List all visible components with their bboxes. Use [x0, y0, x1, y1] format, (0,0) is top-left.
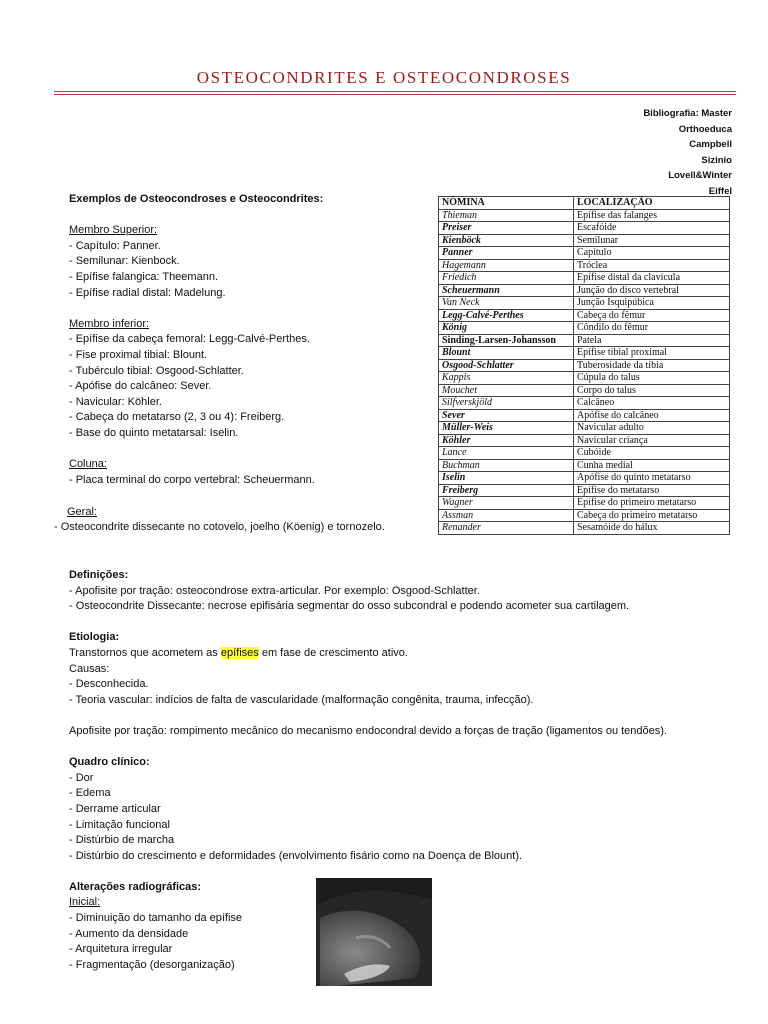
- eponym-cell: Thieman: [439, 209, 574, 222]
- location-cell: Tróclea: [574, 259, 730, 272]
- table-row: [439, 334, 730, 347]
- table-row: [439, 284, 730, 297]
- eponym-cell: Iselin: [439, 472, 574, 485]
- location-cell: Cunha medial: [574, 459, 730, 472]
- location-cell: Patela: [574, 334, 730, 347]
- etiology-text-after: em fase de crescimento ativo.: [258, 646, 408, 659]
- eponym-cell: Scheuermann: [439, 284, 574, 297]
- list-item: - Distúrbio de marcha: [69, 834, 175, 847]
- general-heading: Geral:: [67, 506, 97, 518]
- list-item: - Diminuição do tamanho da epífise: [69, 912, 243, 925]
- list-item: - Fise proximal tibial: Blount.: [69, 348, 208, 361]
- table-row: [439, 259, 730, 272]
- table-body: [439, 209, 730, 534]
- list-item: - Base do quinto metatarsal: Iselin.: [69, 426, 239, 439]
- list-item: - Apofisite por tração: osteocondrose extra-articular. Por exemplo: Osgood-Schlatter.: [69, 584, 480, 597]
- list-item: - Dor: [69, 771, 94, 784]
- location-cell: Escafóide: [574, 222, 730, 235]
- table-row: [439, 209, 730, 222]
- eponym-cell: Silfverskjöld: [439, 397, 574, 410]
- list-item: - Apófise do calcâneo: Sever.: [69, 380, 212, 393]
- location-cell: Capítulo: [574, 247, 730, 260]
- eponym-cell: Freiberg: [439, 484, 574, 497]
- table-row: [439, 384, 730, 397]
- bibliography: [643, 106, 732, 200]
- eponym-cell: Buchman: [439, 459, 574, 472]
- table-header-row: [439, 197, 730, 210]
- radiographic-subheading: Inicial:: [69, 896, 101, 909]
- eponym-cell: Köhler: [439, 434, 574, 447]
- list-item: - Desconhecida.: [69, 678, 149, 691]
- eponym-cell: Sever: [439, 409, 574, 422]
- list-item: - Navicular: Köhler.: [69, 395, 162, 408]
- list-item: - Distúrbio do crescimento e deformidades (envolvimento fisário como na Doença de Blount).: [69, 849, 523, 862]
- location-cell: Cúpula do talus: [574, 372, 730, 385]
- bibliography-line: Bibliografia: Master: [643, 108, 732, 119]
- table-row: [439, 297, 730, 310]
- list-item: - Epífise da cabeça femoral: Legg-Calvé-Perthes.: [69, 333, 310, 346]
- eponym-cell: Wagner: [439, 497, 574, 510]
- highlighted-word: epífises: [220, 646, 259, 659]
- table-row: [439, 359, 730, 372]
- title-rule-bottom: [54, 94, 736, 95]
- examples-section: [69, 192, 323, 488]
- list-item: - Epífise falangica: Theemann.: [69, 270, 218, 283]
- eponym-cell: König: [439, 322, 574, 335]
- bibliography-line: Campbell: [689, 139, 732, 151]
- table-header-cell: NÔMINA: [439, 197, 574, 210]
- list-item: - Aumento da densidade: [69, 927, 189, 940]
- location-cell: Cabeça do primeiro metatarso: [574, 509, 730, 522]
- location-cell: Epífise distal da clavícula: [574, 272, 730, 285]
- eponym-cell: Friedich: [439, 272, 574, 285]
- table-row: [439, 322, 730, 335]
- table-row: [439, 472, 730, 485]
- table-row: [439, 422, 730, 435]
- etiology-line: [69, 646, 667, 662]
- table-row: [439, 309, 730, 322]
- spine-heading: Coluna:: [69, 458, 107, 471]
- general-text: - Osteocondrite dissecante no cotovelo, joelho (Köenig) e tornozelo.: [54, 521, 385, 533]
- table-row: [439, 484, 730, 497]
- table-row: [439, 509, 730, 522]
- location-cell: Semilunar: [574, 234, 730, 247]
- eponym-cell: Lance: [439, 447, 574, 460]
- table-row: [439, 434, 730, 447]
- location-cell: Navicular criança: [574, 434, 730, 447]
- list-item: - Limitação funcional: [69, 818, 170, 831]
- list-item: - Epífise radial distal: Madelung.: [69, 286, 226, 299]
- eponym-cell: Kappis: [439, 372, 574, 385]
- table-row: [439, 234, 730, 247]
- lower-limb-heading: Membro inferior:: [69, 317, 150, 330]
- etiology-heading: Etiologia:: [69, 631, 120, 644]
- location-cell: Cubóide: [574, 447, 730, 460]
- eponym-cell: Legg-Calvé-Perthes: [439, 309, 574, 322]
- table-row: [439, 447, 730, 460]
- list-item: - Cabeça do metatarso (2, 3 ou 4): Freiberg.: [69, 411, 285, 424]
- location-cell: Côndilo do fêmur: [574, 322, 730, 335]
- location-cell: Epífise das falanges: [574, 209, 730, 222]
- list-item: - Semilunar: Kienbock.: [69, 255, 180, 268]
- list-item: - Tubérculo tibial: Osgood-Schlatter.: [69, 364, 244, 377]
- location-cell: Cabeça do fêmur: [574, 309, 730, 322]
- list-item: - Placa terminal do corpo vertebral: Scheuermann.: [69, 473, 315, 486]
- xray-graphic: [316, 878, 432, 986]
- location-cell: Calcâneo: [574, 397, 730, 410]
- location-cell: Epífise do primeiro metatarso: [574, 497, 730, 510]
- eponym-cell: Kienböck: [439, 234, 574, 247]
- list-item: - Edema: [69, 787, 111, 800]
- table-row: [439, 347, 730, 360]
- eponym-cell: Osgood-Schlatter: [439, 359, 574, 372]
- table-row: [439, 222, 730, 235]
- location-cell: Navicular adulto: [574, 422, 730, 435]
- title-rule-top: [54, 91, 736, 92]
- location-cell: Epífise do metatarso: [574, 484, 730, 497]
- table-row: [439, 409, 730, 422]
- bibliography-line: Sizinio: [701, 154, 732, 166]
- etiology-text-before: Transtornos que acometem as: [69, 646, 221, 659]
- eponym-cell: Renander: [439, 522, 574, 535]
- location-cell: Tuberosidade da tíbia: [574, 359, 730, 372]
- location-cell: Junção Isquipúbica: [574, 297, 730, 310]
- eponym-cell: Assman: [439, 509, 574, 522]
- eponym-cell: Mouchet: [439, 384, 574, 397]
- list-item: - Osteocondrite Dissecante: necrose epifisária segmentar do osso subcondral e podendo acometer sua cartilagem.: [69, 600, 630, 613]
- table-row: [439, 272, 730, 285]
- apophysitis-text: Apofisite por tração: rompimento mecânico do mecanismo endocondral devido a forças de tração (ligamentos ou tendões).: [69, 724, 667, 737]
- table-row: [439, 497, 730, 510]
- radiographic-heading: Alterações radiográficas:: [69, 880, 202, 893]
- list-item: - Arquitetura irregular: [69, 943, 173, 956]
- clinical-heading: Quadro clínico:: [69, 756, 150, 769]
- eponym-cell: Sinding-Larsen-Johansson: [439, 334, 574, 347]
- location-cell: Corpo do talus: [574, 384, 730, 397]
- causes-label: Causas:: [69, 662, 110, 675]
- location-cell: Junção do disco vertebral: [574, 284, 730, 297]
- eponym-cell: Müller-Weis: [439, 422, 574, 435]
- table-row: [439, 247, 730, 260]
- upper-limb-heading: Membro Superior:: [69, 224, 158, 237]
- eponym-cell: Panner: [439, 247, 574, 260]
- list-item: - Capítulo: Panner.: [69, 239, 161, 252]
- bibliography-line: Lovell&Winter: [668, 170, 732, 182]
- examples-heading: Exemplos de Osteocondroses e Osteocondrites:: [69, 193, 324, 205]
- location-cell: Apófise do calcâneo: [574, 409, 730, 422]
- table-row: [439, 459, 730, 472]
- table-header-cell: LOCALIZAÇÃO: [574, 197, 730, 210]
- eponym-cell: Blount: [439, 347, 574, 360]
- list-item: - Fragmentação (desorganização): [69, 958, 235, 971]
- eponym-cell: Van Neck: [439, 297, 574, 310]
- location-cell: Epífise tibial proximal: [574, 347, 730, 360]
- table-row: [439, 372, 730, 385]
- location-cell: Apófise do quinto metatarso: [574, 472, 730, 485]
- table-row: [439, 397, 730, 410]
- eponym-cell: Preiser: [439, 222, 574, 235]
- eponym-cell: Hagemann: [439, 259, 574, 272]
- bibliography-line: Orthoeduca: [678, 123, 732, 135]
- table-row: [439, 522, 730, 535]
- xray-image: [316, 878, 432, 986]
- list-item: - Teoria vascular: indícios de falta de vascularidade (malformação congênita, trauma, infecção).: [69, 693, 534, 706]
- bibliography-line: Eiffel: [708, 185, 732, 197]
- definitions-heading: Definições:: [69, 569, 129, 581]
- location-cell: Sesamóide do hálux: [574, 522, 730, 535]
- page-title: OSTEOCONDRITES E OSTEOCONDROSES: [196, 68, 572, 87]
- nomina-table: [438, 196, 730, 535]
- list-item: - Derrame articular: [69, 802, 161, 815]
